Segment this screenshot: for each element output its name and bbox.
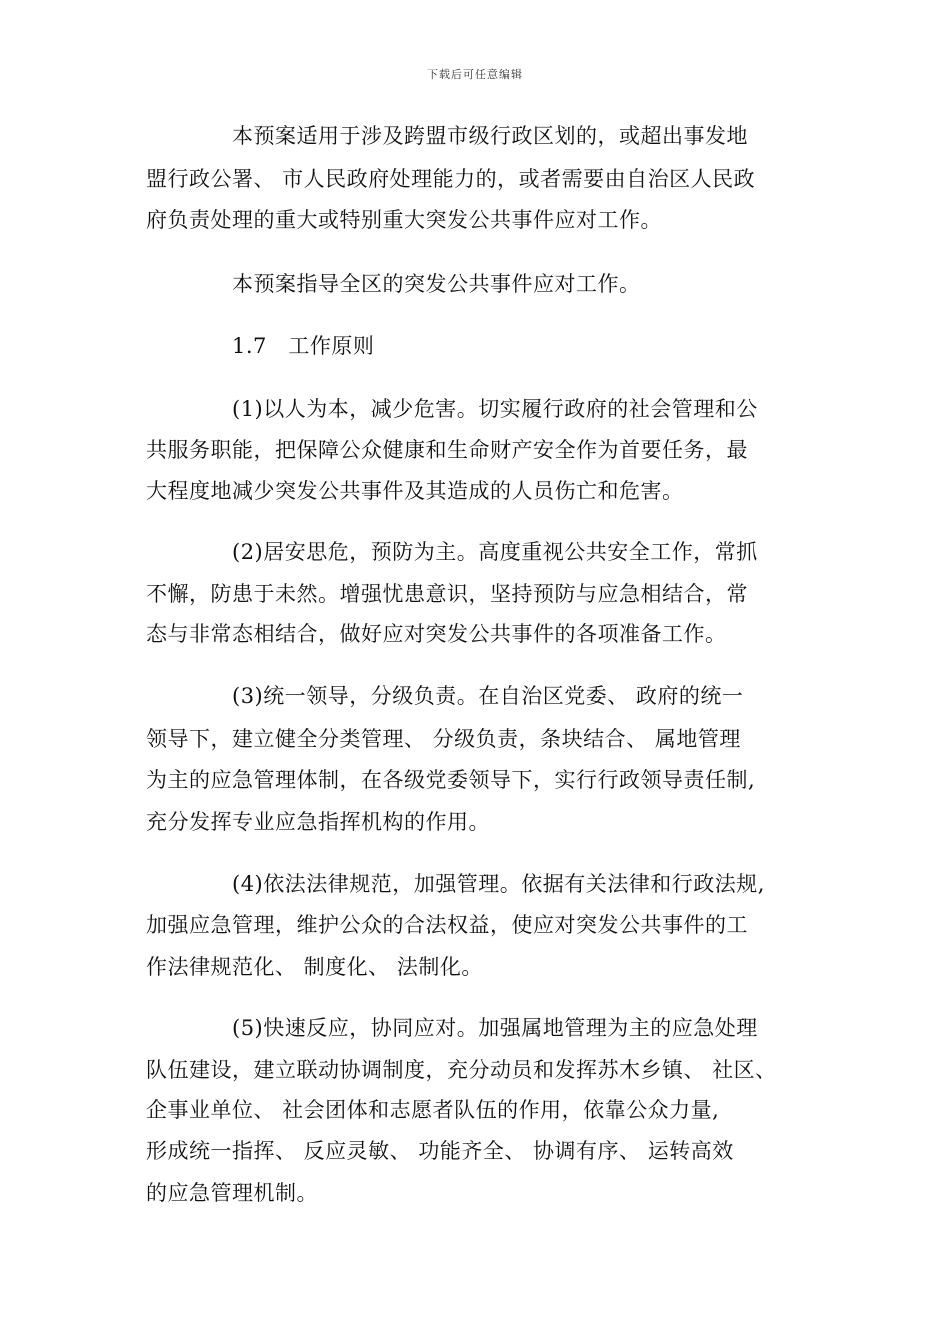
text-line: 作法律规范化、 制度化、 法制化。 (146, 955, 483, 979)
text-line: (1)以人为本，减少危害。切实履行政府的社会管理和公 (232, 397, 758, 421)
text-line: 盟行政公署、 市人民政府处理能力的，或者需要由自治区人民政 (146, 167, 756, 191)
text-line: 态与非常态相结合，做好应对突发公共事件的各项准备工作。 (146, 622, 727, 646)
text-line: (2)居安思危，预防为主。高度重视公共安全工作，常抓 (232, 540, 758, 564)
page-header: 下载后可任意编辑 (427, 68, 523, 81)
text-line: 形成统一指挥、 反应灵敏、 功能齐全、 协调有序、 运转高效 (146, 1139, 734, 1163)
text-line: 加强应急管理，维护公众的合法权益，使应对突发公共事件的工 (146, 913, 748, 937)
text-line: 共服务职能，把保障公众健康和生命财产安全作为首要任务，最 (146, 438, 748, 462)
text-line: 本预案指导全区的突发公共事件应对工作。 (232, 272, 641, 296)
text-line: 充分发挥专业应急指挥机构的作用。 (146, 810, 490, 834)
text-line: 本预案适用于涉及跨盟市级行政区划的，或超出事发地 (232, 124, 748, 148)
text-line: 的应急管理机制。 (146, 1181, 318, 1205)
text-line: 领导下，建立健全分类管理、 分级负责，条块结合、 属地管理 (146, 727, 741, 751)
text-line: 企事业单位、 社会团体和志愿者队伍的作用，依靠公众力量, (146, 1098, 720, 1122)
text-line: 府负责处理的重大或特别重大突发公共事件应对工作。 (146, 208, 662, 232)
text-line: (3)统一领导，分级负责。在自治区党委、 政府的统一 (232, 684, 744, 708)
text-line: (4)依法法律规范，加强管理。依据有关法律和行政法规, (232, 872, 765, 896)
text-line: 不懈，防患于未然。增强忧患意识，坚持预防与应急相结合，常 (146, 582, 748, 606)
text-line: 为主的应急管理体制，在各级党委领导下，实行行政领导责任制, (146, 768, 756, 792)
section-title: 1.7 工作原则 (232, 334, 375, 358)
text-line: 队伍建设，建立联动协调制度，充分动员和发挥苏木乡镇、 社区、 (146, 1058, 777, 1082)
text-line: 大程度地减少突发公共事件及其造成的人员伤亡和危害。 (146, 479, 684, 503)
text-line: (5)快速反应，协同应对。加强属地管理为主的应急处理 (232, 1016, 758, 1040)
